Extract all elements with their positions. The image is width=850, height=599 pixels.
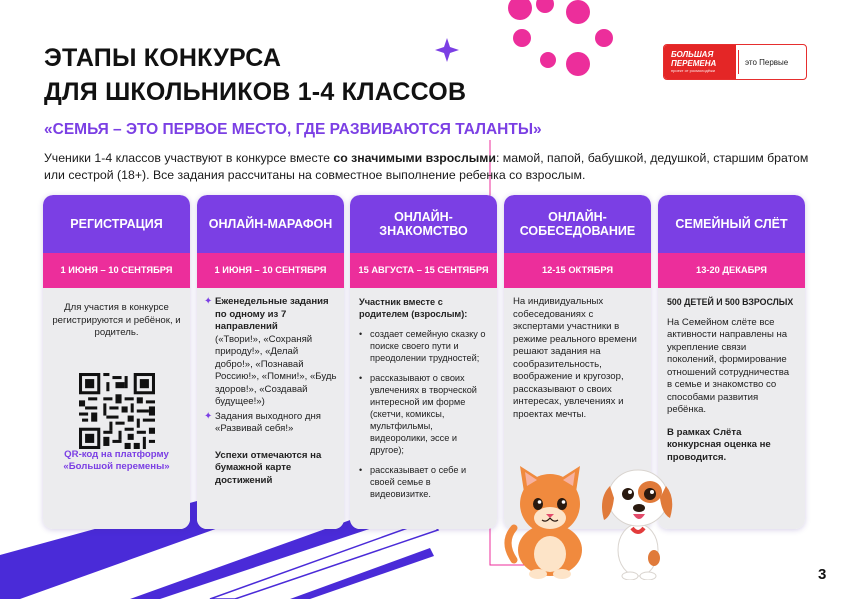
list-item xyxy=(204,411,338,436)
cat-illustration xyxy=(500,462,605,580)
stage-date: 12-15 ОКТЯБРЯ xyxy=(504,253,651,288)
slogan: «СЕМЬЯ – ЭТО ПЕРВОЕ МЕСТО, ГДЕ РАЗВИВАЮТСЯ ТАЛАНТЫ» xyxy=(44,121,542,138)
stage-date: 13-20 ДЕКАБРЯ xyxy=(658,253,805,288)
page-number: 3 xyxy=(818,566,827,583)
list-item xyxy=(359,372,488,456)
star-icon: ✦ xyxy=(204,296,213,307)
item-list-text: («Твори!», «Сохраняй природу!», «Делай добро!», «Познавай Россию!», «Помни!», «Будь здоров!», «Создавай будущее!») xyxy=(215,333,337,407)
page-title-line2: ДЛЯ ШКОЛЬНИКОВ 1-4 КЛАССОВ xyxy=(44,78,467,106)
stage-title: РЕГИСТРАЦИЯ xyxy=(43,195,190,253)
stage-title: СЕМЕЙНЫЙ СЛЁТ xyxy=(658,195,805,253)
qr-caption: QR-код на платформу «Большой перемены» xyxy=(63,448,170,472)
stage-title: ОНЛАЙН-СОБЕСЕДОВАНИЕ xyxy=(504,195,651,253)
stage-title: ОНЛАЙН-ЗНАКОМСТВО xyxy=(350,195,497,253)
bullet-dot-icon: • xyxy=(359,373,363,383)
logo-divider xyxy=(738,50,739,74)
list-item xyxy=(204,296,338,409)
star-icon: ✦ xyxy=(204,410,213,422)
page-title-line1: ЭТАПЫ КОНКУРСА xyxy=(44,44,282,72)
bullet-text: рассказывают о своих увлечениях в творческой интересной им форме (скетчи, комиксы, мультфильмы, видеоролики, эссе и другое); xyxy=(370,373,477,455)
stage-body xyxy=(658,288,805,529)
intro-bold: со значимыми взрослыми xyxy=(333,151,496,165)
stage-date: 1 ИЮНЯ – 10 СЕНТЯБРЯ xyxy=(43,253,190,288)
qr-code[interactable] xyxy=(79,373,155,449)
bullet-text: создает семейную сказку о поиске своего пути и преодолении трудностей; xyxy=(370,329,486,363)
item-bold-text: Еженедельные задания по одному из 7 направлений xyxy=(215,296,329,332)
stage-title: ОНЛАЙН-МАРАФОН xyxy=(197,195,344,253)
stage-body xyxy=(197,288,344,529)
stage-card-registration xyxy=(43,195,190,529)
stage-card-marathon xyxy=(197,195,344,529)
stage-date: 1 ИЮНЯ – 10 СЕНТЯБРЯ xyxy=(197,253,344,288)
stage-text: Для участия в конкурсе регистрируются и ребёнок, и родитель. xyxy=(52,302,181,338)
stage-body xyxy=(43,288,190,529)
stage-card-family-rally xyxy=(658,195,805,529)
brand-logo xyxy=(663,44,807,80)
stage-text: На индивидуальных собеседованиях с экспертами участники в режиме реального времени решают задания на сообразительность, воображение и кругозор, рассказывают о своих интересах, увлечениях и проектах мечты. xyxy=(513,296,637,420)
stage-lead: Участник вместе с родителем (взрослым): xyxy=(359,297,468,319)
logo-line2: ПЕРЕМЕНА xyxy=(671,58,717,68)
bullet-dot-icon: • xyxy=(359,465,363,475)
logo-partner: это Первые xyxy=(745,57,789,67)
stage-note: В рамках Слёта конкурсная оценка не проводится. xyxy=(667,426,771,463)
list-item xyxy=(359,464,488,500)
stage-date: 15 АВГУСТА – 15 СЕНТЯБРЯ xyxy=(350,253,497,288)
list-item xyxy=(359,328,488,364)
stage-card-acquaintance xyxy=(350,195,497,529)
logo-line1: БОЛЬШАЯ xyxy=(671,50,714,59)
stage-text: На Семейном слёте все активности направлены на укрепление связи поколений, формирование отношений сотрудничества в семье и знакомство со способами развития ребёнка. xyxy=(667,316,790,415)
bullet-dot-icon: • xyxy=(359,329,363,339)
stage-body xyxy=(350,288,497,529)
logo-mark xyxy=(664,45,736,79)
dog-illustration xyxy=(598,458,676,580)
intro-part2: : мамой, папой, бабушкой, дедушкой, старшим братом или сестрой (18+). Все задания рассчитаны на совместное выполнение ребенка со взрослым. xyxy=(44,151,809,182)
intro-text xyxy=(44,150,814,184)
stage-footer-text: Успехи отмечаются на бумажной карте достижений xyxy=(215,449,322,486)
item-text: Задания выходного дня «Развивай себя!» xyxy=(215,410,321,434)
stage-lead: 500 ДЕТЕЙ И 500 ВЗРОСЛЫХ xyxy=(667,297,794,307)
intro-part1: Ученики 1-4 классов участвуют в конкурсе вместе xyxy=(44,151,334,165)
bullet-text: рассказывает о себе и своей семье в видеовизитке. xyxy=(370,465,467,499)
logo-tagline: проект от росмолодёжи xyxy=(671,68,715,73)
